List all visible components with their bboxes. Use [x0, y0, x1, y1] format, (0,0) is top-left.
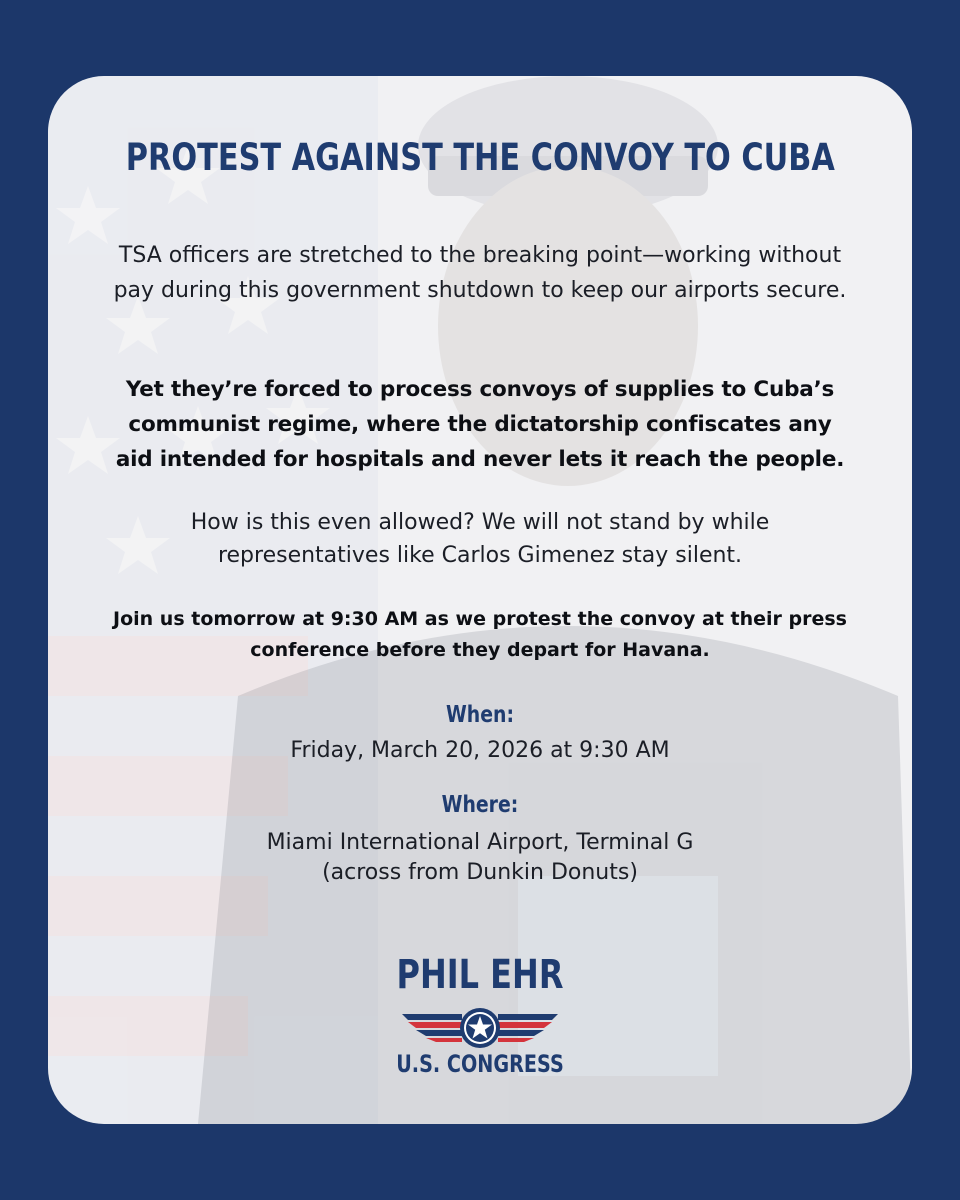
question-paragraph: How is this even allowed? We will not stand by while representatives like Carlos Gimenez stay silent.: [190, 510, 770, 568]
where-line-1: Miami International Airport, Terminal G: [266, 830, 694, 855]
logo-subtitle: U.S. CONGRESS: [396, 1050, 564, 1078]
where-label: Where:: [441, 792, 519, 818]
call-to-action-paragraph: Join us tomorrow at 9:30 AM as we protest the convoy at their press conference before they depart for Havana.: [113, 608, 847, 661]
flyer-content: [48, 76, 912, 1124]
campaign-logo: [380, 952, 580, 1082]
intro-paragraph: TSA officers are stretched to the breaking point—working without pay during this government shutdown to keep our airports secure.: [113, 243, 847, 303]
bold-statement-paragraph: Yet they’re forced to process convoys of supplies to Cuba’s communist regime, where the dictatorship confiscates any aid intended for hospitals and never lets it reach the people.: [115, 377, 845, 472]
winged-star-icon: [400, 1002, 560, 1052]
page-title: PROTEST AGAINST THE CONVOY TO CUBA: [125, 136, 835, 179]
when-label: When:: [445, 702, 514, 728]
where-line-2: (across from Dunkin Donuts): [322, 860, 638, 885]
logo-name: PHIL EHR: [396, 952, 564, 998]
flyer-card: [48, 76, 912, 1124]
where-value: [108, 828, 852, 888]
when-value: Friday, March 20, 2026 at 9:30 AM: [290, 738, 670, 763]
